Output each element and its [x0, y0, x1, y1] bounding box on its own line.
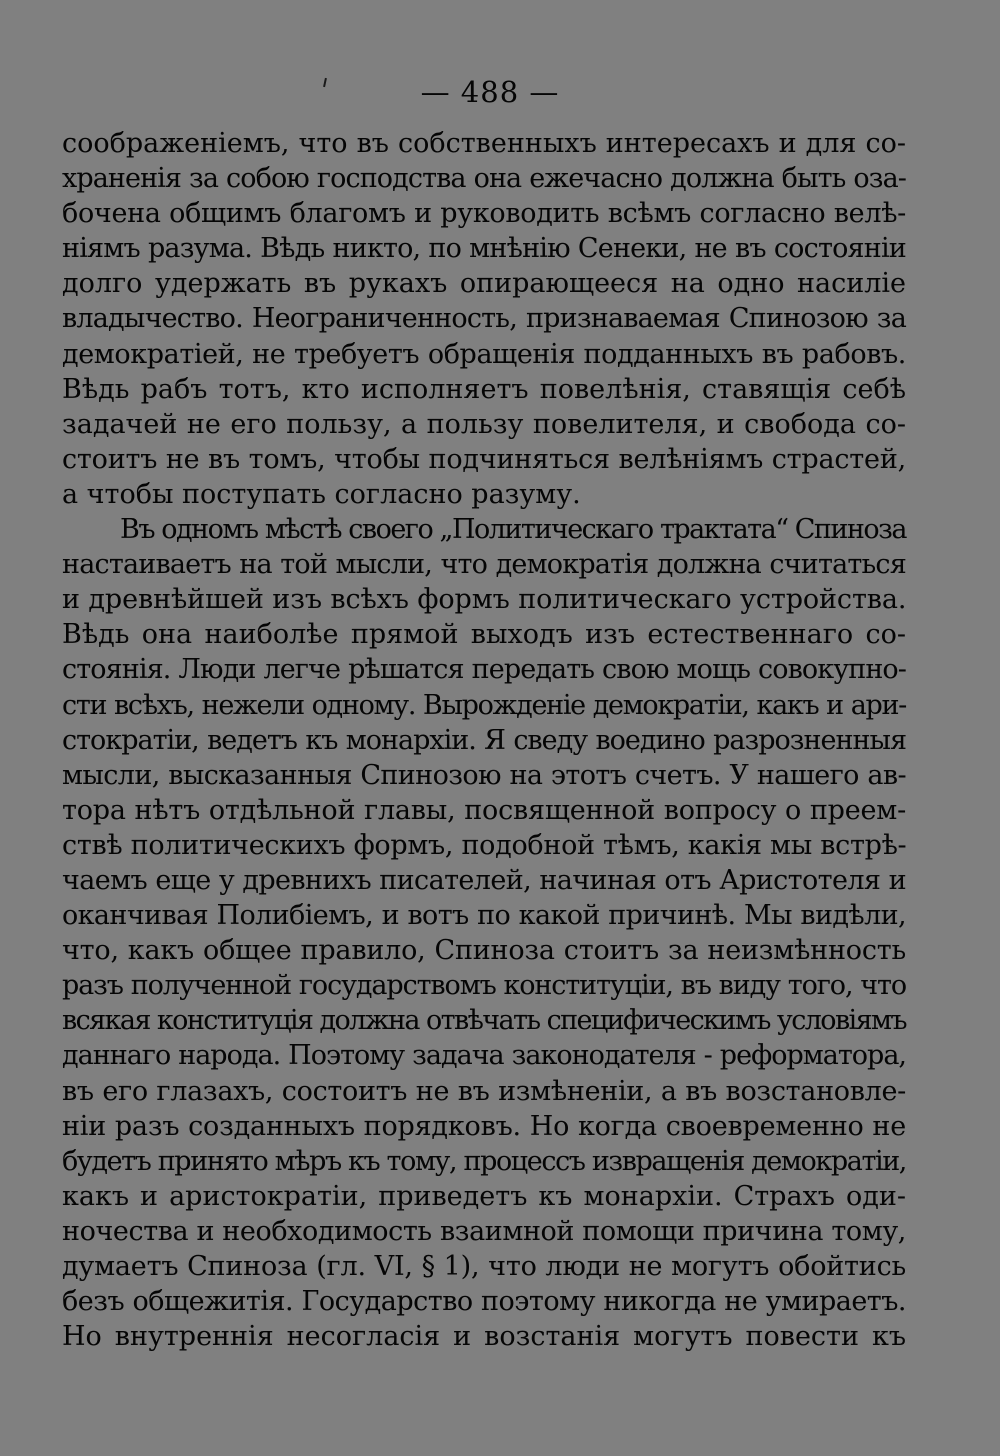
body-text [62, 126, 906, 1354]
text-line: ніи разъ созданныхъ порядковъ. Но когда своевременно не [62, 1110, 906, 1142]
text-line: стократіи, ведетъ къ монархіи. Я сведу воедино разрозненныя [62, 724, 906, 756]
text-line: храненія за собою господства она ежечасно должна быть оза- [62, 163, 906, 195]
paragraph [62, 126, 906, 512]
text-line: Вѣдь она наиболѣе прямой выходъ изъ естественнаго со- [62, 619, 906, 651]
page-number: — 488 — [420, 75, 560, 109]
text-line: тора нѣтъ отдѣльной главы, посвященной вопросу о преем- [62, 794, 906, 826]
text-line: настаиваетъ на той мысли, что демократія должна считаться [62, 549, 906, 581]
text-line: бочена общимъ благомъ и руководить всѣмъ согласно велѣ- [62, 198, 906, 230]
text-line: и древнѣйшей изъ всѣхъ формъ политическаго устройства. [62, 584, 907, 616]
text-line: а чтобы поступать согласно разуму. [62, 478, 581, 510]
text-line: оканчивая Полибіемъ, и вотъ по какой причинѣ. Мы видѣли, [62, 900, 906, 932]
text-line: стоянія. Люди легче рѣшатся передать свою мощь совокупно- [62, 654, 906, 686]
text-line: разъ полученной государствомъ конституціи, въ виду того, что [62, 970, 906, 1002]
text-line: всякая конституція должна отвѣчать специфическимъ условіямъ [62, 1005, 906, 1037]
text-line: Въ одномъ мѣстѣ своего „Политическаго трактата“ Спиноза [120, 514, 906, 546]
text-line: долго удержать въ рукахъ опирающееся на одно насиліе [62, 268, 906, 300]
text-line: какъ и аристократіи, приведетъ къ монархіи. Страхъ оди- [62, 1180, 906, 1212]
text-line: ствѣ политическихъ формъ, подобной тѣмъ, какія мы встрѣ- [62, 829, 907, 861]
text-line: мысли, высказанныя Спинозою на этотъ счетъ. У нашего ав- [62, 759, 906, 791]
text-line: Вѣдь рабъ тотъ, кто исполняетъ повелѣнія, ставящія себѣ [62, 373, 906, 405]
paragraph [62, 512, 906, 1354]
text-line: думаетъ Спиноза (гл. VI, § 1), что люди не могутъ обойтись [62, 1251, 906, 1282]
text-line: сти всѣхъ, нежели одному. Вырожденіе демократіи, какъ и ари- [62, 689, 906, 721]
text-line: стоитъ не въ томъ, чтобы подчиняться велѣніямъ страстей, [62, 443, 906, 475]
text-line: ніямъ разума. Вѣдь никто, по мнѣнію Сенеки, не въ состояніи [62, 233, 906, 265]
text-line: будетъ принято мѣръ къ тому, процессъ извращенія демократіи, [62, 1145, 906, 1177]
text-line: безъ общежитія. Государство поэтому никогда не умираетъ. [62, 1286, 906, 1318]
text-line: что, какъ общее правило, Спиноза стоитъ за неизмѣнность [62, 935, 906, 967]
text-line: чаемъ еще у древнихъ писателей, начиная отъ Аристотеля и [62, 864, 906, 896]
text-line: Но внутреннія несогласія и возстанія могутъ повести къ [62, 1321, 906, 1353]
text-line: задачей не его пользу, а пользу повелителя, и свобода со- [62, 408, 906, 440]
text-line: соображеніемъ, что въ собственныхъ интересахъ и для со- [62, 128, 906, 159]
text-line: въ его глазахъ, состоитъ не въ измѣненіи, а въ возстановле- [62, 1075, 906, 1107]
text-line: даннаго народа. Поэтому задача законодателя - реформатора, [62, 1040, 906, 1072]
text-line: ночества и необходимость взаимной помощи причина тому, [62, 1215, 906, 1247]
text-line: демократіей, не требуетъ обращенія подданныхъ въ рабовъ. [62, 338, 906, 370]
text-line: владычество. Неограниченность, признаваемая Спинозою за [62, 303, 906, 335]
